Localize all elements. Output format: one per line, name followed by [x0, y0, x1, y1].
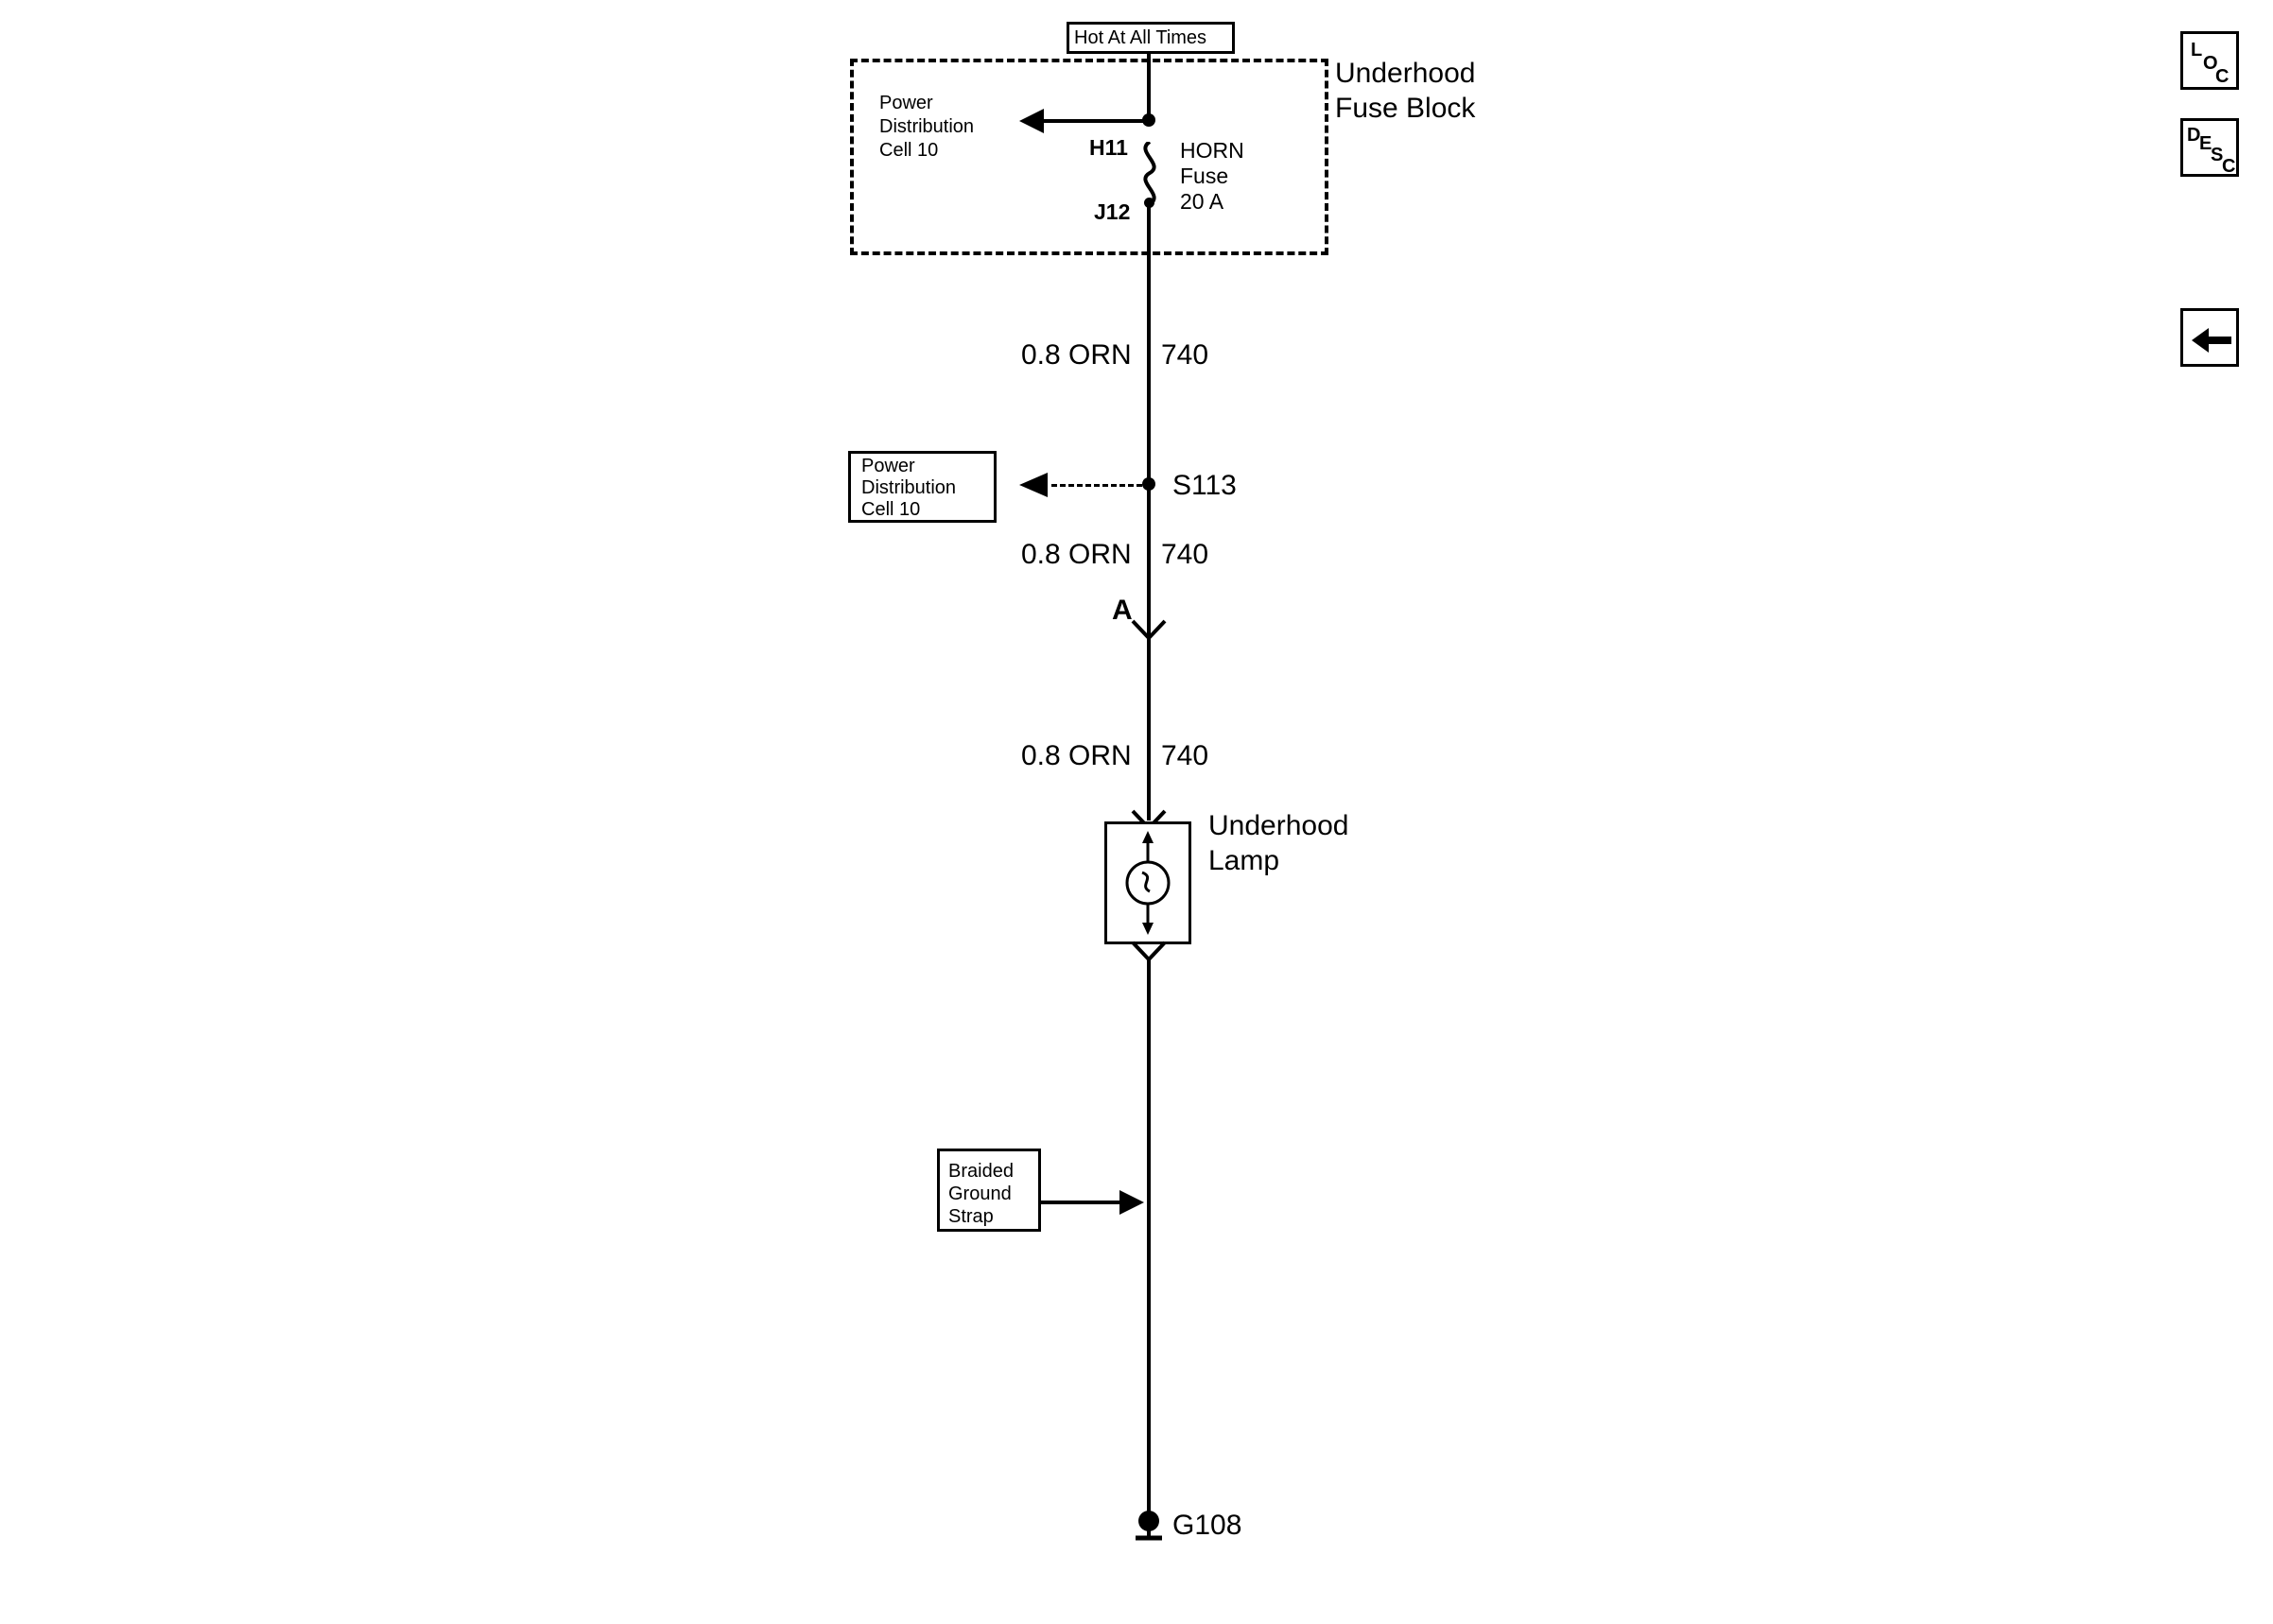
back-arrow-icon — [2192, 324, 2233, 356]
desc-nav-button[interactable] — [2180, 118, 2239, 177]
wire3-circuit-number: 740 — [1161, 740, 1209, 771]
horn-fuse-name: HORN — [1180, 138, 1244, 163]
desc-letter-s: S — [2211, 145, 2224, 165]
ground-strap-pointer-line — [1041, 1201, 1122, 1204]
pdc-cell10-ref-line2: Distribution — [861, 477, 957, 498]
pdc-branch-wire — [1034, 119, 1150, 123]
wire2-separator — [1147, 532, 1150, 568]
wire1-circuit-number: 740 — [1161, 339, 1209, 371]
underhood-fuse-block-label-line1: Underhood — [1335, 58, 1476, 89]
hot-at-all-times-label: Hot At All Times — [1074, 27, 1207, 48]
loc-nav-button[interactable] — [2180, 31, 2239, 90]
ground-g108-symbol — [1127, 1510, 1171, 1547]
ground-strap-arrowhead — [1116, 1189, 1144, 1216]
wire-lamp-to-ground — [1147, 957, 1151, 1524]
underhood-lamp-label-line1: Underhood — [1208, 810, 1349, 841]
underhood-fuse-block-label-line2: Fuse Block — [1335, 93, 1476, 124]
underhood-lamp-symbol — [1114, 831, 1182, 935]
braided-ground-strap-line3: Strap — [948, 1206, 994, 1227]
wire2-circuit-number: 740 — [1161, 539, 1209, 570]
splice-ref-dashed-wire — [1051, 484, 1142, 487]
splice-s113-label: S113 — [1172, 470, 1237, 501]
loc-letter-l: L — [2191, 40, 2203, 60]
desc-letter-e: E — [2199, 133, 2212, 154]
wire2-gauge-color: 0.8 ORN — [1021, 539, 1132, 570]
pdc-branch-arrowhead — [1019, 107, 1044, 135]
pdc-cell10-ref-line3: Cell 10 — [861, 499, 921, 520]
horn-fuse-rating: 20 A — [1180, 189, 1224, 214]
back-nav-button[interactable] — [2180, 308, 2239, 367]
pdc-cell10-fuseblock-line3: Cell 10 — [879, 140, 939, 161]
wire1-gauge-color: 0.8 ORN — [1021, 339, 1132, 371]
pdc-cell10-fuseblock-line1: Power — [879, 93, 933, 113]
underhood-lamp-label-line2: Lamp — [1208, 845, 1280, 876]
pdc-cell10-ref-line1: Power — [861, 456, 915, 476]
pdc-cell10-fuseblock-line2: Distribution — [879, 116, 975, 137]
braided-ground-strap-line1: Braided — [948, 1161, 1014, 1182]
braided-ground-strap-line2: Ground — [948, 1183, 1012, 1204]
horn-fuse-word: Fuse — [1180, 164, 1229, 188]
wire1-separator — [1147, 333, 1150, 369]
terminal-j12-label: J12 — [1094, 199, 1131, 224]
desc-letter-c: C — [2222, 156, 2236, 177]
horn-fuse-symbol — [1125, 142, 1174, 204]
ground-g108-label: G108 — [1172, 1510, 1242, 1541]
wire-connector-a-to-lamp — [1147, 635, 1151, 821]
loc-letter-c: C — [2215, 66, 2230, 87]
junction-dot-h11 — [1142, 113, 1155, 127]
wire3-gauge-color: 0.8 ORN — [1021, 740, 1132, 771]
connector-a-label: A — [1112, 595, 1133, 626]
loc-letter-o: O — [2203, 53, 2218, 74]
splice-ref-arrowhead — [1019, 471, 1048, 499]
terminal-h11-label: H11 — [1089, 135, 1128, 160]
wire3-separator — [1147, 734, 1150, 769]
desc-letter-d: D — [2187, 125, 2201, 146]
